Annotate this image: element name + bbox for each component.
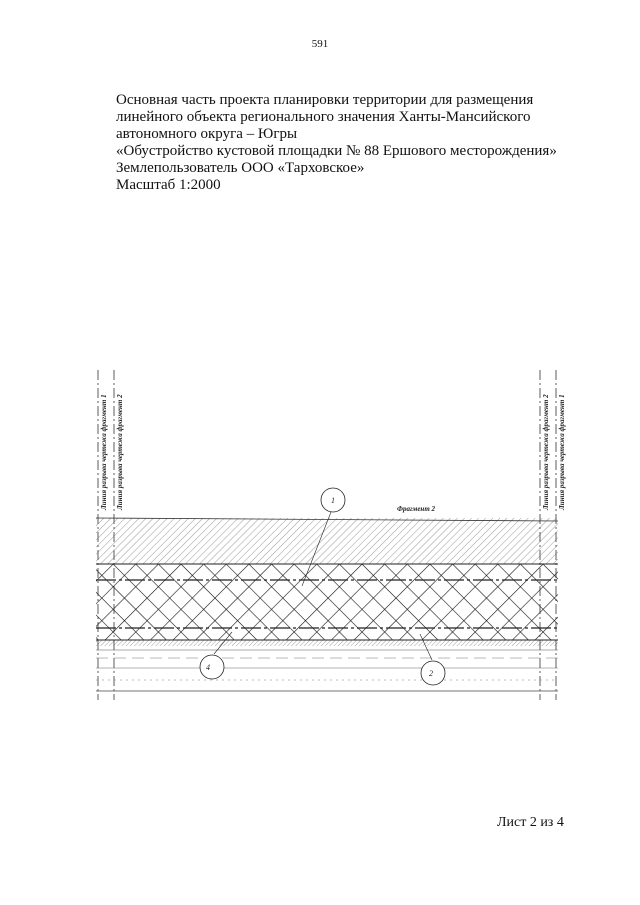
protection-strip [96, 640, 558, 646]
territory-band-light [96, 518, 558, 564]
fragment-label: Фрагмент 2 [397, 505, 436, 513]
callout-circle-2 [421, 661, 445, 685]
heading-line-5: Землепользователь ООО «Тарховское» [116, 160, 365, 176]
left-break-label-1: Линия разрыва чертежа фрагмент 1 [100, 394, 108, 510]
heading-line-3: автономного округа – Югры [116, 126, 298, 142]
map-drawing [0, 360, 640, 710]
page-number: 591 [311, 38, 329, 50]
left-break-label-2: Линия разрыва чертежа фрагмент 2 [116, 394, 124, 510]
document-heading [116, 92, 596, 194]
callout-label-2: 2 [429, 669, 433, 678]
heading-line-1: Основная часть проекта планировки территории для размещения [116, 92, 534, 108]
sheet-label: Лист 2 из 4 [497, 815, 564, 830]
heading-line-6: Масштаб 1:2000 [116, 177, 221, 193]
heading-line-2: линейного объекта регионального значения Ханты-Мансийского [116, 109, 531, 125]
right-break-label-2: Линия разрыва чертежа фрагмент 1 [558, 394, 566, 510]
callout-circle-4 [200, 655, 224, 679]
callout-label-1: 1 [331, 496, 335, 505]
right-break-label-1: Линия разрыва чертежа фрагмент 2 [542, 394, 550, 510]
callout-label-4: 4 [206, 663, 210, 672]
heading-line-4: «Обустройство кустовой площадки № 88 Ершового месторождения» [116, 143, 557, 159]
